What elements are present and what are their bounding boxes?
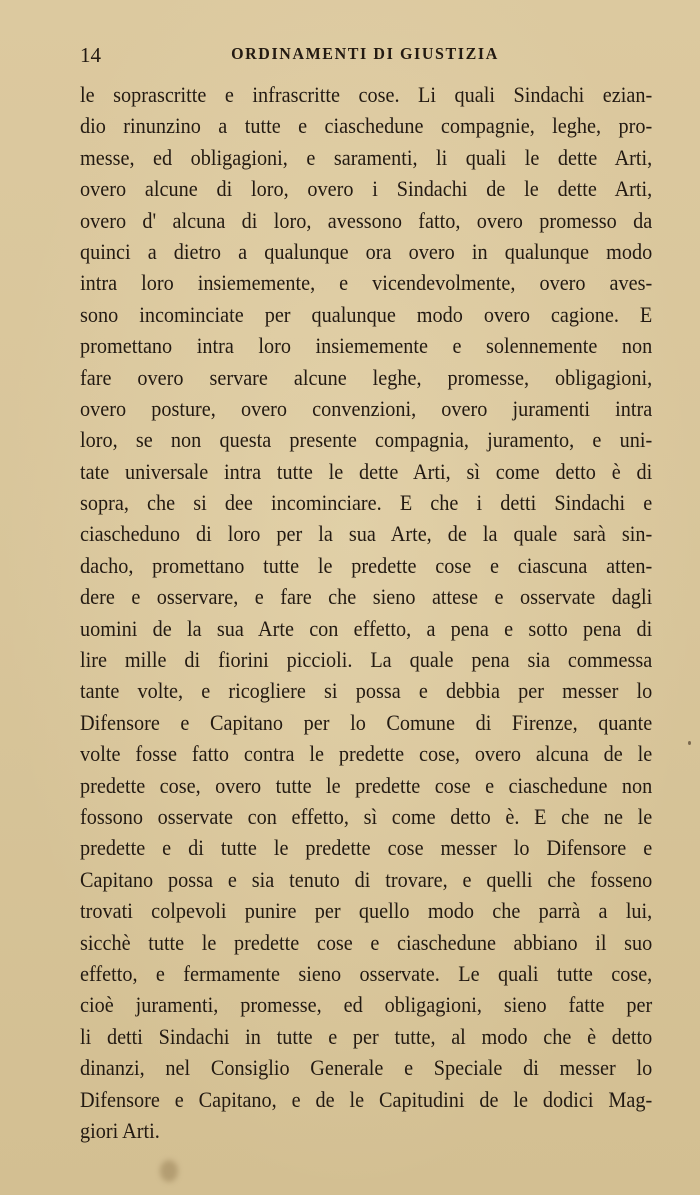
running-head: ORDINAMENTI DI GIUSTIZIA	[231, 45, 499, 64]
text-line: messe, ed obligagioni, e saramenti, li quali le dette Arti,	[80, 144, 653, 170]
page-number: 14	[80, 43, 101, 67]
ink-speck	[688, 741, 691, 745]
text-line: trovati colpevoli punire per quello modo che parrà a lui,	[80, 898, 653, 924]
text-line: overo d' alcuna di loro, avessono fatto, overo promesso da	[80, 207, 653, 233]
text-line: predette e di tutte le predette cose messer lo Difensore e	[80, 835, 653, 861]
text-line: predette cose, overo tutte le predette cose e ciaschedune non	[80, 772, 653, 798]
text-line: overo posture, overo convenzioni, overo juramenti intra	[80, 395, 653, 421]
text-line: giori Arti.	[80, 1117, 160, 1143]
text-line: fossono osservate con effetto, sì come detto è. E che ne le	[80, 803, 653, 829]
text-line: effetto, e fermamente sieno osservate. Le quali tutte cose,	[80, 960, 653, 986]
page-header	[80, 40, 650, 70]
text-line: overo alcune di loro, overo i Sindachi de le dette Arti,	[80, 176, 653, 202]
text-line: lire mille di fiorini piccioli. La quale pena sia commessa	[80, 647, 653, 673]
text-line: ciascheduno di loro per la sua Arte, de la quale sarà sin-	[80, 521, 653, 547]
paper-stain	[160, 1160, 178, 1182]
text-line: uomini de la sua Arte con effetto, a pena e sotto pena di	[80, 615, 653, 641]
text-line: dio rinunzino a tutte e ciaschedune compagnie, leghe, pro-	[80, 113, 653, 139]
text-line: promettano intra loro insiememente e solennemente non	[80, 333, 653, 359]
text-line: loro, se non questa presente compagnia, juramento, e uni-	[80, 427, 653, 453]
text-line: Difensore e Capitano per lo Comune di Firenze, quante	[80, 709, 653, 735]
text-line: sopra, che si dee incominciare. E che i detti Sindachi e	[80, 490, 653, 516]
text-line: quinci a dietro a qualunque ora overo in qualunque modo	[80, 238, 653, 264]
body-text	[80, 79, 652, 1146]
text-line: sono incominciate per qualunque modo overo cagione. E	[80, 301, 653, 327]
text-line: li detti Sindachi in tutte e per tutte, al modo che è detto	[80, 1023, 653, 1049]
text-line: tante volte, e ricogliere si possa e debbia per messer lo	[80, 678, 653, 704]
text-line: Capitano possa e sia tenuto di trovare, e quelli che fosseno	[80, 866, 653, 892]
text-line: cioè juramenti, promesse, ed obligagioni, sieno fatte per	[80, 992, 653, 1018]
text-line: tate universale intra tutte le dette Arti, sì come detto è di	[80, 458, 653, 484]
text-line: sicchè tutte le predette cose e ciaschedune abbiano il suo	[80, 929, 653, 955]
text-line: dere e osservare, e fare che sieno attese e osservate dagli	[80, 584, 653, 610]
text-line: dacho, promettano tutte le predette cose e ciascuna atten-	[80, 552, 653, 578]
text-line: intra loro insiememente, e vicendevolmente, overo aves-	[80, 270, 653, 296]
text-line: le soprascritte e infrascritte cose. Li quali Sindachi ezian-	[80, 82, 653, 107]
text-line: dinanzi, nel Consiglio Generale e Speciale di messer lo	[80, 1055, 653, 1081]
text-line: volte fosse fatto contra le predette cose, overo alcuna de le	[80, 741, 653, 767]
text-line: fare overo servare alcune leghe, promesse, obligagioni,	[80, 364, 653, 390]
text-line: Difensore e Capitano, e de le Capitudini de le dodici Mag-	[80, 1086, 653, 1112]
